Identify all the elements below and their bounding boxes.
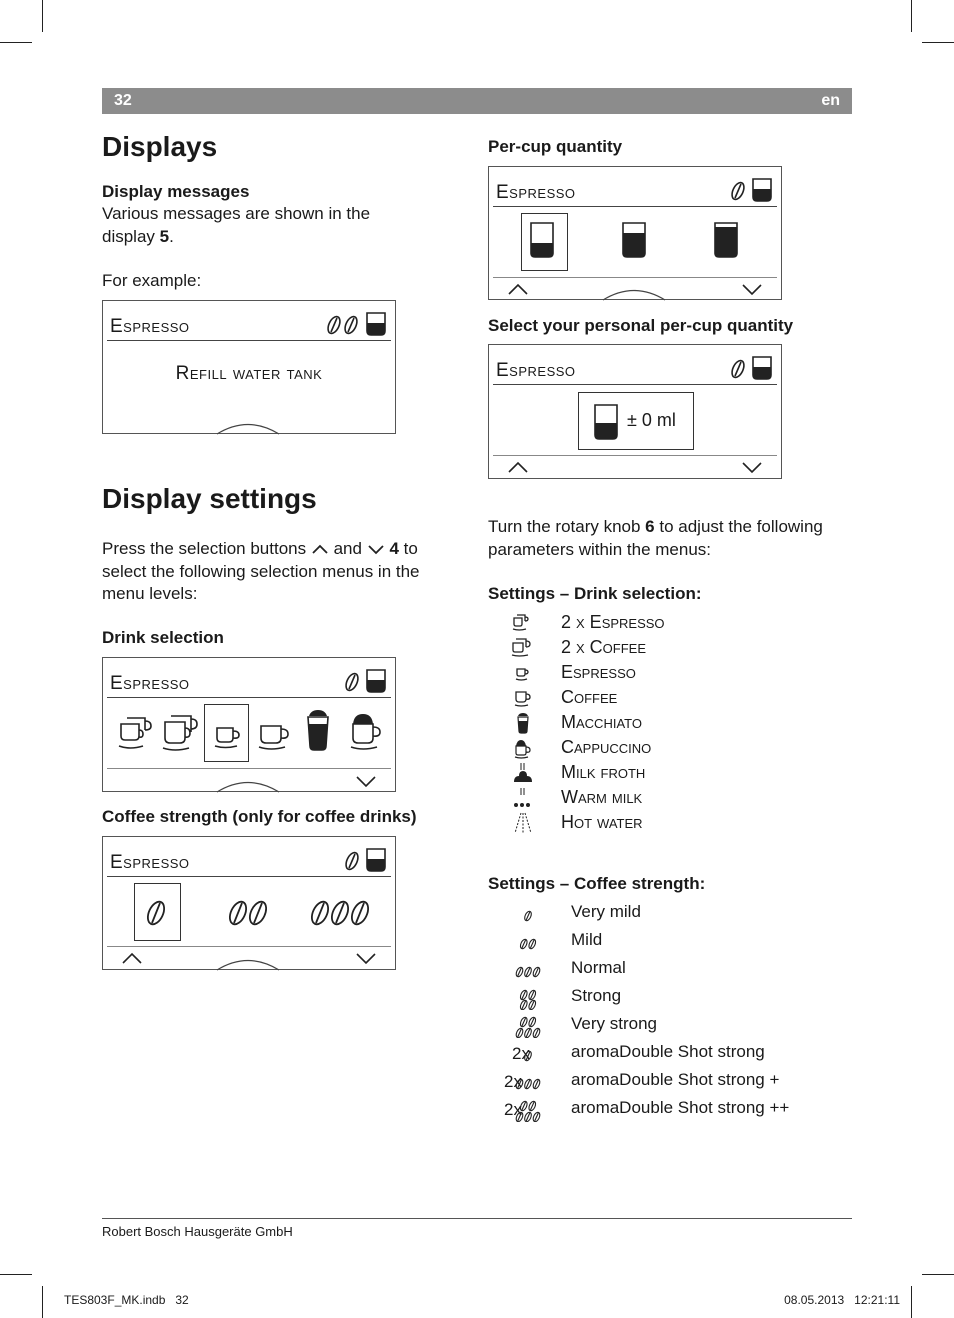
down-arrow-icon [741, 460, 763, 474]
milk-froth-icon [488, 762, 538, 784]
crop-mark [911, 1286, 912, 1318]
strength-row [488, 1014, 848, 1038]
list-item-label: Espresso [561, 662, 636, 682]
screen-title: Espresso [496, 360, 576, 381]
screen-divider [107, 340, 391, 341]
screen-message: Refill water tank [175, 363, 323, 384]
down-arrow-icon [367, 543, 385, 555]
settings-text: Press the selection buttons and 4 to select the following selection menus in the menu levels: [102, 539, 420, 603]
screen-title: Espresso [110, 673, 190, 694]
coffee-icon [488, 687, 538, 709]
drink-settings-heading: Settings – Drink selection: [488, 584, 702, 603]
cup-icon [593, 403, 621, 441]
cappuccino-icon [488, 737, 538, 759]
up-arrow-icon [507, 460, 529, 474]
crop-mark [0, 1274, 32, 1275]
print-timestamp: 08.05.2013 12:21:11 [784, 1293, 900, 1307]
drink-selection-heading: Drink selection [102, 628, 224, 647]
footer-rule [102, 1218, 852, 1219]
crop-mark [922, 1274, 954, 1275]
coffee-bean-icon [511, 1042, 545, 1066]
strength-and-cup-icon [343, 845, 391, 875]
display-screen-personal-quantity [488, 344, 782, 479]
list-item-label: Coffee [561, 687, 618, 707]
quantity-box [578, 392, 694, 450]
screen-bottom-rule [107, 768, 391, 769]
bean-1-icon [145, 899, 168, 927]
double-coffee-icon [163, 716, 197, 750]
list-item-label: Milk froth [561, 762, 646, 782]
list-item [488, 762, 848, 786]
list-item-label: Cappuccino [561, 737, 652, 757]
rotary-knob-text: Turn the rotary knob 6 to adjust the following parameters within the menus: [488, 517, 823, 559]
espresso-icon [488, 662, 538, 684]
double-espresso-icon [119, 718, 151, 748]
language-code: en [821, 92, 840, 109]
rotary-knob-arc [215, 779, 281, 793]
coffee-icon [259, 726, 288, 749]
screen-bottom-rule [493, 277, 777, 278]
warm-milk-icon [488, 787, 538, 809]
bean-3-icon [309, 899, 372, 927]
screen-bottom-rule [107, 946, 391, 947]
strength-row [488, 1070, 848, 1094]
macchiato-icon [308, 710, 328, 750]
strength-label: Very mild [571, 902, 641, 921]
quantity-value: ± 0 ml [627, 410, 676, 430]
strength-label: Strong [571, 986, 622, 1005]
screen-divider [107, 876, 391, 877]
down-arrow-icon [741, 282, 763, 296]
bean-2-icon [227, 899, 270, 927]
list-item [488, 612, 848, 636]
cappuccino-icon [351, 724, 380, 749]
coffee-bean-icon [511, 1070, 545, 1094]
strength-and-cup-icon [729, 353, 777, 383]
coffee-bean-icon [511, 902, 545, 926]
list-item [488, 787, 848, 811]
up-arrow-icon [507, 282, 529, 296]
rotary-knob-arc [601, 287, 667, 301]
strength-and-cup-icon [729, 175, 777, 205]
list-item-label: 2 x Espresso [561, 612, 665, 632]
cup-size-options [529, 221, 749, 261]
display-messages-heading: Display messages [102, 182, 250, 201]
personal-quantity-heading: Select your personal per-cup quantity [488, 316, 794, 335]
cup-medium-icon [623, 223, 645, 257]
list-item-label: Macchiato [561, 712, 642, 732]
display-screen-per-cup [488, 166, 782, 300]
double-shot-prefix: 2x [512, 1044, 530, 1063]
strength-label: aromaDouble Shot strong [571, 1042, 765, 1061]
display-settings-title: Display settings [102, 483, 317, 514]
strength-row [488, 902, 848, 926]
strength-and-cup-icon [343, 666, 391, 696]
espresso-icon [215, 728, 239, 748]
screen-bottom-rule [493, 455, 777, 456]
display-messages-text: Various messages are shown in the display 5. [102, 204, 371, 246]
displays-title: Displays [102, 131, 218, 162]
down-arrow-icon [355, 774, 377, 788]
example-label: For example: [102, 271, 202, 290]
strength-row [488, 1098, 848, 1122]
crop-mark [0, 42, 32, 43]
down-arrow-icon [355, 951, 377, 965]
list-item [488, 812, 848, 836]
display-screen-coffee-strength [102, 836, 396, 970]
strength-row [488, 958, 848, 982]
rotary-knob-arc [215, 421, 281, 435]
macchiato-icon [488, 712, 538, 734]
list-item [488, 662, 848, 686]
strength-row [488, 986, 848, 1010]
crop-mark [42, 0, 43, 32]
crop-mark [911, 0, 912, 32]
coffee-bean-icon [511, 1098, 545, 1122]
coffee-bean-icon [511, 1014, 545, 1038]
list-item [488, 712, 848, 736]
cup-small-icon [531, 223, 553, 257]
coffee-bean-icon [511, 930, 545, 954]
up-arrow-icon [311, 543, 329, 555]
footer-company: Robert Bosch Hausgeräte GmbH [102, 1224, 293, 1239]
hot-water-icon [488, 812, 538, 834]
list-item [488, 737, 848, 761]
list-item-label: 2 x Coffee [561, 637, 647, 657]
double-shot-prefix: 2x [504, 1072, 522, 1091]
drink-icons-row [113, 708, 385, 756]
crop-mark [42, 1286, 43, 1318]
screen-title: Espresso [110, 316, 190, 337]
strength-row [488, 1042, 848, 1066]
print-file-info: TES803F_MK.indb 32 [64, 1293, 189, 1307]
per-cup-heading: Per-cup quantity [488, 137, 623, 156]
cup-large-icon [715, 223, 737, 257]
double-shot-prefix: 2x [504, 1100, 522, 1119]
crop-mark [922, 42, 954, 43]
screen-divider [107, 697, 391, 698]
list-item [488, 687, 848, 711]
strength-and-cup-icon [325, 309, 391, 339]
coffee-bean-icon [511, 986, 545, 1010]
up-arrow-icon [121, 951, 143, 965]
strength-label: Mild [571, 930, 603, 949]
screen-divider [493, 206, 777, 207]
strength-options [133, 893, 383, 933]
list-item-label: Warm milk [561, 787, 643, 807]
strength-label: Very strong [571, 1014, 657, 1033]
page-number: 32 [114, 92, 132, 109]
screen-divider [493, 384, 777, 385]
coffee-bean-icon [511, 958, 545, 982]
double-coffee-icon [488, 637, 538, 659]
strength-label: aromaDouble Shot strong + [571, 1070, 780, 1089]
list-item-label: Hot water [561, 812, 643, 832]
double-espresso-icon [488, 612, 538, 634]
screen-title: Espresso [496, 182, 576, 203]
display-screen-message [102, 300, 396, 434]
page-header-bar [102, 88, 852, 114]
screen-title: Espresso [110, 852, 190, 873]
strength-label: aromaDouble Shot strong ++ [571, 1098, 790, 1117]
strength-settings-heading: Settings – Coffee strength: [488, 874, 706, 893]
rotary-knob-arc [215, 957, 281, 971]
display-screen-drink-selection [102, 657, 396, 792]
strength-label: Normal [571, 958, 626, 977]
list-item [488, 637, 848, 661]
coffee-strength-heading: Coffee strength (only for coffee drinks) [102, 807, 417, 826]
strength-row [488, 930, 848, 954]
